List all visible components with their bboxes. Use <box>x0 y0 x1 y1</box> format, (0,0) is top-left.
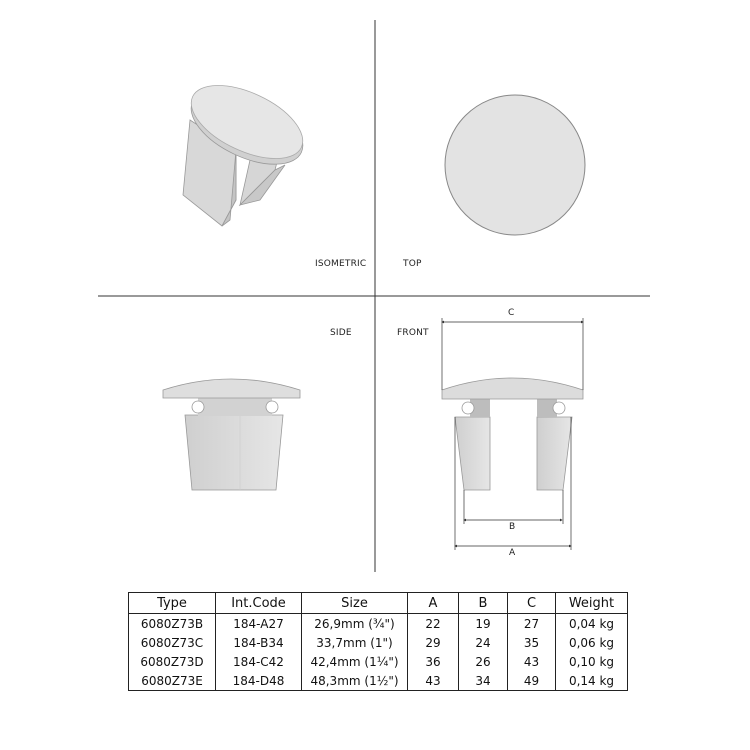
table-cell: 43 <box>508 652 556 671</box>
dimension-a-label: A <box>509 548 516 558</box>
table-cell: 35 <box>508 633 556 652</box>
table-cell: 48,3mm (1½") <box>302 671 408 691</box>
table-cell: 36 <box>408 652 459 671</box>
isometric-label: ISOMETRIC <box>315 259 367 269</box>
table-cell: 33,7mm (1") <box>302 633 408 652</box>
table-header-row <box>129 593 628 614</box>
table-cell: 0,04 kg <box>556 614 628 634</box>
table-cell: 29 <box>408 633 459 652</box>
table-row <box>129 652 628 671</box>
specifications-table <box>128 592 628 691</box>
table-row <box>129 633 628 652</box>
table-cell: 0,10 kg <box>556 652 628 671</box>
column-header: Type <box>129 593 216 614</box>
table-cell: 6080Z73C <box>129 633 216 652</box>
table-cell: 6080Z73D <box>129 652 216 671</box>
table-cell: 184-C42 <box>216 652 302 671</box>
table-cell: 26,9mm (¾") <box>302 614 408 634</box>
column-header: B <box>459 593 508 614</box>
top-label: TOP <box>403 259 422 269</box>
top-view <box>445 95 585 235</box>
table-cell: 0,14 kg <box>556 671 628 691</box>
side-view <box>163 379 300 490</box>
table-row <box>129 614 628 634</box>
table-cell: 184-A27 <box>216 614 302 634</box>
dimension-b-label: B <box>509 522 516 532</box>
table-cell: 34 <box>459 671 508 691</box>
table-cell: 24 <box>459 633 508 652</box>
dimension-c-label: C <box>508 308 515 318</box>
table-cell: 184-B34 <box>216 633 302 652</box>
table-cell: 22 <box>408 614 459 634</box>
table-cell: 6080Z73B <box>129 614 216 634</box>
table-cell: 26 <box>459 652 508 671</box>
table-cell: 184-D48 <box>216 671 302 691</box>
column-header: C <box>508 593 556 614</box>
column-header: Size <box>302 593 408 614</box>
column-header: Int.Code <box>216 593 302 614</box>
side-label: SIDE <box>330 328 352 338</box>
table-cell: 19 <box>459 614 508 634</box>
front-label: FRONT <box>397 328 429 338</box>
isometric-view <box>180 70 314 226</box>
front-view <box>442 318 583 550</box>
column-header: Weight <box>556 593 628 614</box>
table-cell: 43 <box>408 671 459 691</box>
table-cell: 6080Z73E <box>129 671 216 691</box>
table-cell: 49 <box>508 671 556 691</box>
column-header: A <box>408 593 459 614</box>
table-cell: 27 <box>508 614 556 634</box>
table-cell: 0,06 kg <box>556 633 628 652</box>
table-cell: 42,4mm (1¼") <box>302 652 408 671</box>
table-row <box>129 671 628 691</box>
